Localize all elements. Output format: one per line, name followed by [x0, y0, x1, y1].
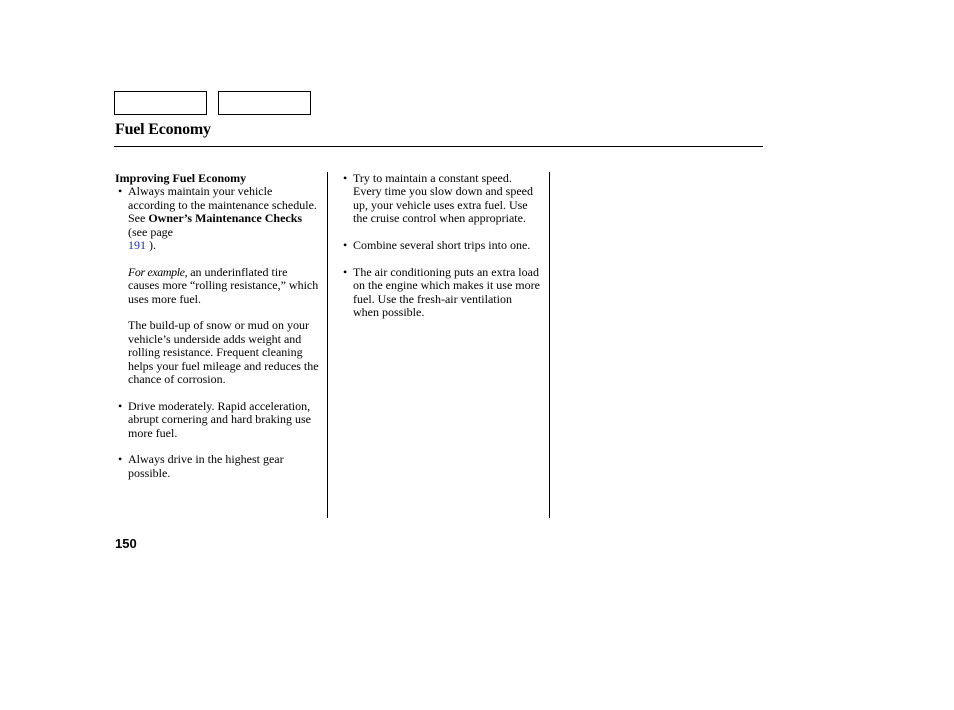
column-divider-left	[327, 172, 328, 518]
example-lead: For example,	[128, 264, 188, 279]
owners-maintenance-checks-ref: Owner’s Maintenance Checks	[148, 211, 303, 226]
title-divider	[114, 146, 763, 147]
bullet-air-conditioning-text: The air conditioning puts an extra load on the engine which makes it use more fuel. Use the fresh-air ventilation when possible.	[353, 264, 540, 320]
bullet-maintenance-text: Always maintain your vehicle according to the maintenance schedule. See	[128, 184, 317, 226]
bullet-constant-speed-text: Try to maintain a constant speed. Every time you slow down and speed up, your vehicle uses extra fuel. Use the cruise control when appropriate.	[353, 171, 533, 226]
left-column	[115, 172, 320, 480]
bullet-dot: •	[343, 238, 348, 253]
column-divider-right	[549, 172, 550, 518]
bullet-dot: •	[118, 184, 123, 199]
page-191-link[interactable]: 191	[128, 238, 146, 253]
bullet-air-conditioning	[340, 266, 540, 320]
bullet-maintenance	[115, 185, 320, 252]
bullet-dot: •	[118, 398, 123, 413]
bullet-drive-moderately	[115, 400, 320, 440]
snow-mud-paragraph: The build-up of snow or mud on your vehicle’s underside adds weight and rolling resistance. Frequent cleaning helps your fuel mileage and reduces the chance of corrosion.	[128, 318, 319, 387]
see-page-close: ).	[146, 238, 156, 253]
bullet-drive-moderately-text: Drive moderately. Rapid acceleration, abrupt cornering and hard braking use more fuel.	[128, 398, 311, 440]
nav-tab-box-2[interactable]	[218, 91, 311, 115]
bullet-dot: •	[343, 264, 348, 279]
bullet-dot: •	[343, 171, 348, 185]
right-column	[340, 172, 540, 319]
bullet-combine-trips	[340, 239, 540, 252]
bullet-highest-gear-text: Always drive in the highest gear possible.	[128, 452, 284, 480]
example-text: an underinflated tire causes more “rolling resistance,” which uses more fuel.	[128, 264, 319, 306]
see-page-text: (see page	[128, 224, 173, 239]
section-heading: Improving Fuel Economy	[115, 171, 247, 185]
bullet-dot: •	[118, 452, 123, 467]
example-paragraph	[115, 266, 320, 306]
bullet-highest-gear	[115, 453, 320, 480]
bullet-constant-speed	[340, 172, 540, 226]
bullet-combine-trips-text: Combine several short trips into one.	[353, 238, 531, 253]
page-title: Fuel Economy	[115, 121, 211, 138]
nav-tab-box-1[interactable]	[114, 91, 207, 115]
page-number: 150	[115, 536, 137, 551]
